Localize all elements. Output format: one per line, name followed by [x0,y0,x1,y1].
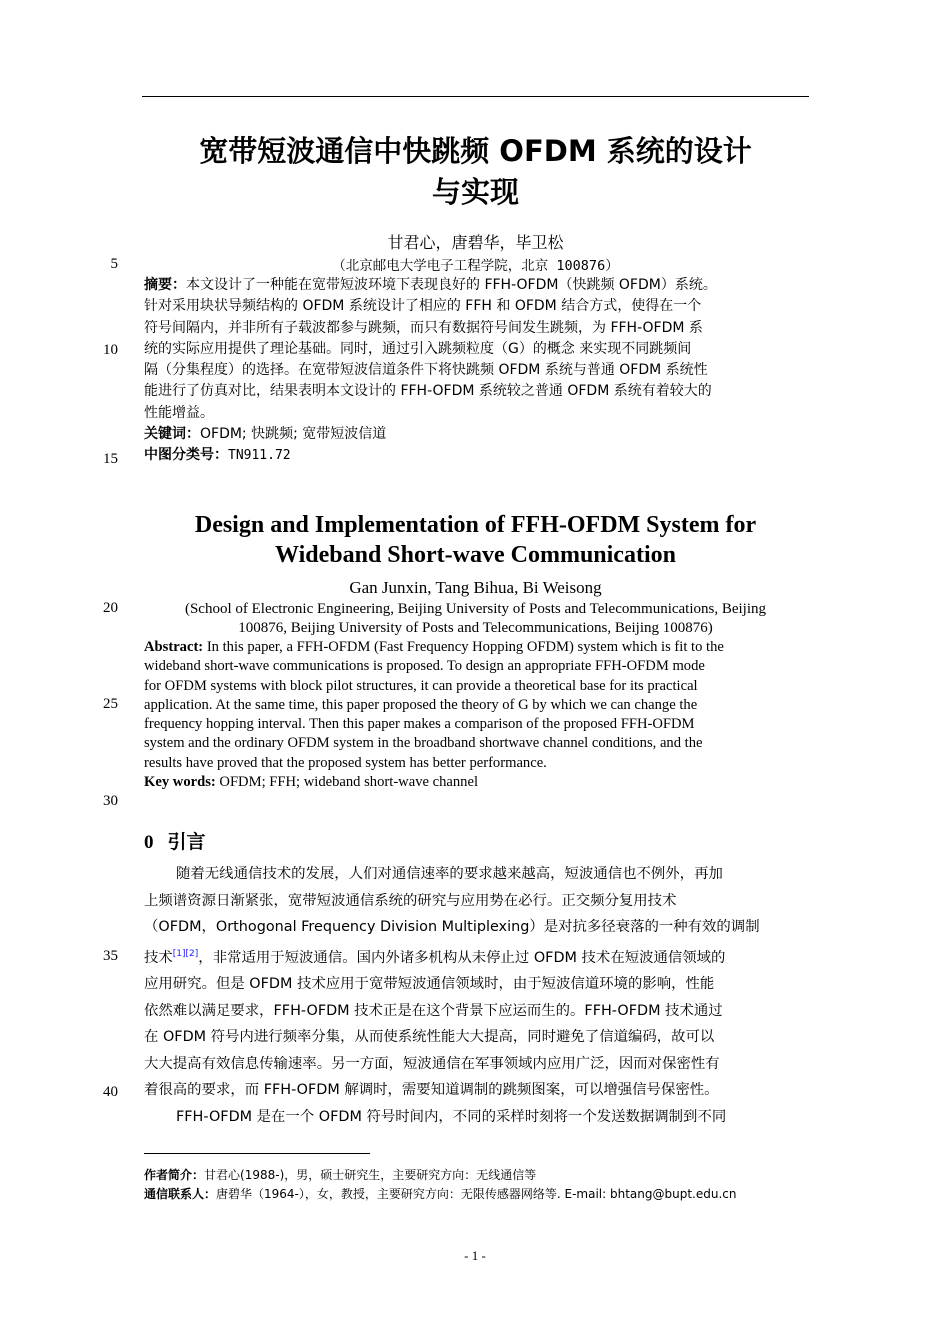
footnote-rule [144,1153,370,1154]
chinese-title-line1: 宽带短波通信中快跳频 OFDM 系统的设计 [199,134,752,168]
line-number: 15 [103,451,118,467]
abstract-line: 符号间隔内，并非所有子载波都参与跳频，而只有数据符号间发生跳频，为 FFH-OFDM 系 [144,319,703,336]
keywords-value: OFDM; FFH; wideband short-wave channel [215,774,478,791]
abstract-line: frequency hopping interval. Then this paper makes a comparison of the proposed FFH-OFDM [144,716,695,733]
english-title [142,510,809,570]
abstract-line: wideband short-wave communications is proposed. To design an appropriate FFH-OFDM mode [144,658,705,675]
english-affiliation [142,600,809,638]
english-abstract [144,638,808,792]
chinese-keywords [144,424,808,445]
chinese-abstract [144,275,808,467]
body-line: 着很高的要求，而 FFH-OFDM 解调时，需要知道调制的跳频图案，可以增强信号保密性。 [144,1082,719,1098]
body-text-fragment: ，非常适用于短波通信。国内外诸多机构从未停止过 OFDM 技术在短波通信领域的 [198,949,726,966]
english-title-line1: Design and Implementation of FFH-OFDM System for [194,512,757,538]
line-number: 35 [103,948,118,964]
body-line: 随着无线通信技术的发展，人们对通信速率的要求越来越高，短波通信也不例外，再加 [176,866,723,882]
body-line: 大大提高有效信息传输速率。另一方面，短波通信在军事领域内应用广泛，因而对保密性有 [144,1055,720,1072]
footnote-label: 作者简介： [144,1168,205,1182]
abstract-line: for OFDM systems with block pilot structures, it can provide a theoretical base for its practical [144,677,698,694]
english-title-line2: Wideband Short-wave Communication [275,542,676,568]
body-paragraph-1 [144,861,808,1130]
line-number: 30 [103,793,118,809]
body-line: 上频谱资源日渐紧张，宽带短波通信系统的研究与应用势在必行。正交频分复用技术 [144,892,677,909]
body-text-fragment: 技术 [144,949,173,966]
footnotes [144,1166,808,1204]
keywords-label: 关键词： [144,426,200,443]
body-paragraph-2: FFH-OFDM 是在一个 OFDM 符号时间内，不同的采样时刻将一个发送数据调制到不同 [176,1108,727,1125]
abstract-line: results have proved that the proposed system has better performance. [144,754,547,771]
body-line: （OFDM，Orthogonal Frequency Division Multiplexing）是对抗多径衰落的一种有效的调制 [144,919,760,935]
chinese-affiliation: （北京邮电大学电子工程学院，北京 100876） [332,258,619,274]
line-number: 10 [103,342,118,358]
header-rule [142,96,809,97]
abstract-line: 统的实际应用提供了理论基础。同时，通过引入跳频粒度（G）的概念 来实现不同跳频间 [144,340,692,357]
classification-value: TN911.72 [228,448,291,464]
abstract-line: 隔（分集程度）的选择。在宽带短波信道条件下将快跳频 OFDM 系统与普通 OFDM 系统性 [144,362,708,379]
keywords-label: Key words: [144,774,216,791]
abstract-line: 能进行了仿真对比，结果表明本文设计的 FFH-OFDM 系统较之普通 OFDM 系统有着较大的 [144,383,712,400]
citation-link[interactable]: [1][2] [172,948,199,959]
page-number: - 1 - [464,1248,486,1263]
body-line: 应用研究。但是 OFDM 技术应用于宽带短波通信领域时，由于短波信道环境的影响，性能 [144,976,715,992]
chinese-title-line2: 与实现 [431,175,519,209]
line-number: 25 [103,696,118,712]
section-heading [144,827,206,854]
classification [144,445,808,466]
abstract-line: In this paper, a FFH-OFDM (Fast Frequency Hopping OFDM) system which is fit to the [203,639,724,655]
abstract-line: 本文设计了一种能在宽带短波环境下表现良好的 FFH-OFDM（快跳频 OFDM）系统。 [186,277,717,293]
abstract-line: application. At the same time, this paper proposed the theory of G by which we can change the [144,696,698,713]
classification-label: 中图分类号： [144,447,228,464]
author-footnote [144,1166,808,1185]
english-authors: Gan Junxin, Tang Bihua, Bi Weisong [349,578,602,597]
abstract-label: 摘要： [144,277,186,293]
section-title: 引言 [167,831,206,853]
chinese-authors: 甘君心，唐碧华，毕卫松 [387,233,564,252]
footnote-text: 甘君心(1988-)，男，硕士研究生，主要研究方向：无线通信等 [204,1168,537,1182]
footnote-text: 唐碧华（1964-），女，教授，主要研究方向：无限传感器网络等. E-mail: bhtang@bupt.edu.cn [216,1187,737,1201]
affiliation-line2: 100876, Beijing University of Posts and Telecommunications, Beijing 100876) [238,620,713,636]
line-number: 5 [110,256,118,272]
abstract-line: 性能增益。 [144,404,214,421]
abstract-line: 针对采用块状导频结构的 OFDM 系统设计了相应的 FFH 和 OFDM 结合方式，使得在一个 [144,298,702,315]
footnote-label: 通信联系人： [144,1187,217,1201]
abstract-label: Abstract: [144,639,204,655]
line-number: 20 [103,600,118,616]
body-line: 依然难以满足要求，FFH-OFDM 技术正是在这个背景下应运而生的。FFH-OFDM 技术通过 [144,1002,723,1019]
body-line: 在 OFDM 符号内进行频率分集，从而使系统性能大大提高，同时避免了信道编码，故可以 [144,1029,715,1045]
body-line-citation [144,941,808,972]
chinese-title [142,131,809,213]
keywords-value: OFDM; 快跳频; 宽带短波信道 [200,426,387,443]
section-number: 0 [144,832,154,853]
affiliation-line1: (School of Electronic Engineering, Beijing University of Posts and Telecommunications, Beijing [184,601,767,617]
contact-footnote [144,1185,808,1204]
abstract-line: system and the ordinary OFDM system in the broadband shortwave channel conditions, and the [144,735,703,752]
english-keywords [144,773,808,792]
line-number: 40 [103,1084,118,1100]
